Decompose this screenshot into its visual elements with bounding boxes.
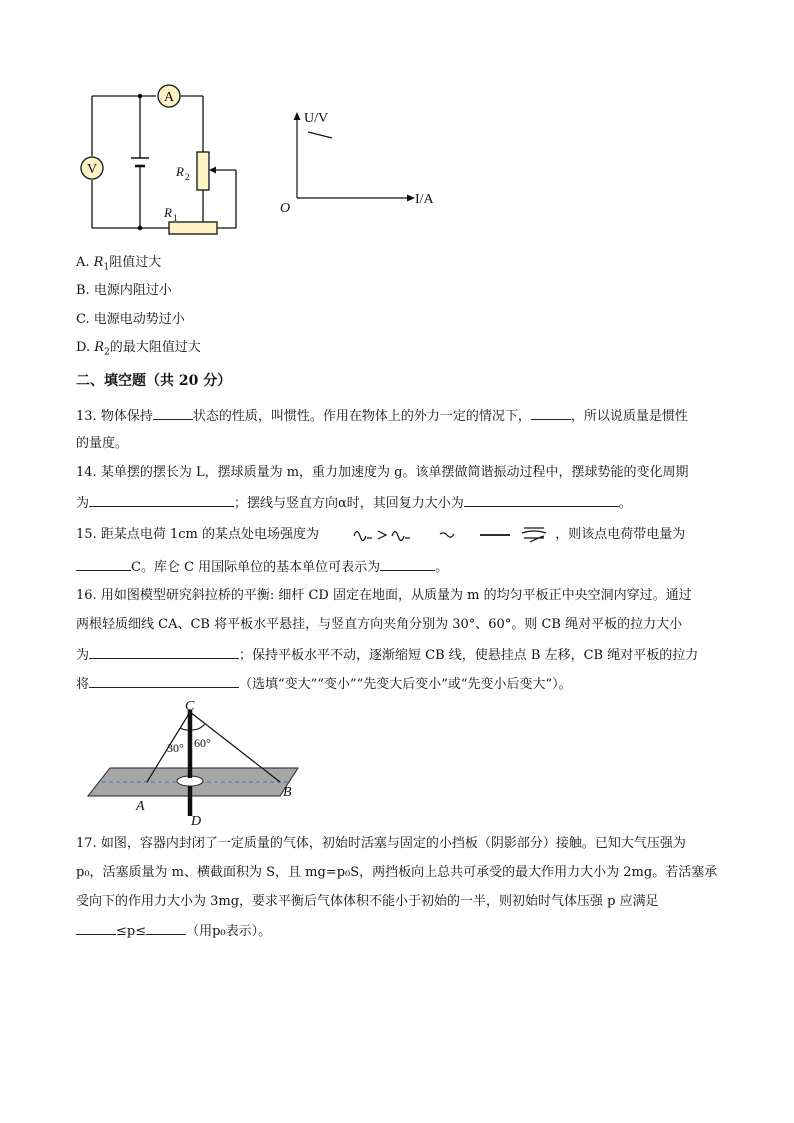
question-13-line2: 的量度。 [76,436,129,451]
y-axis-label: U/V [304,111,329,126]
r2-label: R [176,164,184,179]
question-17-line1: 17. 如图，容器内封闭了一定质量的气体，初始时活塞与固定的小挡板（阴影部分）接触。已知大气压强为 [76,836,686,851]
y-axis-arrow-icon [294,112,301,120]
x-axis-arrow-icon [407,195,415,202]
r2-resistor [197,152,209,190]
q17-blank-1[interactable] [76,922,116,935]
question-16-line4: 将 （选填“变大”“变小”“先变大后变小”或“先变小后变大”）。 [76,677,572,692]
circuit-diagram [76,80,251,240]
question-17-line4: ≤p≤ （用p₀表示）。 [76,922,271,940]
angle-60-label: 60° [194,736,211,750]
q13-blank-1[interactable] [153,407,193,420]
question-17-line2: p₀，活塞质量为 m、横截面积为 S，且 mg=p₀S，两挡板向上总共可承受的最大作用力大小为 2mg。若活塞承 [76,865,718,880]
option-c: C. 电源电动势过小 [76,312,185,327]
question-13-line1: 13. 物体保持 状态的性质，叫惯性。作用在物体上的外力一定的情况下， ，所以说质量是惯性 [76,409,688,424]
field-strength-formula [352,520,572,546]
label-b: B [283,785,292,800]
q15-blank-1[interactable] [76,558,131,571]
r2-sub: 2 [185,172,190,182]
q14-blank-1[interactable] [89,494,234,507]
origin-label: O [280,201,291,216]
r1-resistor [169,222,217,234]
r1-label: R [164,205,172,220]
question-14-line1: 14. 某单摆的摆长为 L，摆球质量为 m，重力加速度为 g。该单摆做简谐振动过程中，摆球势能的变化周期 [76,465,689,480]
x-axis-label: I/A [415,192,434,207]
voltmeter-label: V [86,162,98,177]
q16-blank-1[interactable] [89,646,239,659]
q15-blank-2[interactable] [380,558,435,571]
question-16-line2: 两根轻质细线 CA、CB 将平板水平悬挂，与竖直方向夹角分别为 30°、60°。则 CB 绳对平板的拉力大小 [76,617,683,632]
question-16-line3: 为 ；保持平板水平不动，逐渐缩短 CB 线，使悬挂点 B 左移，CB 绳对平板的拉力 [76,648,699,663]
option-d: D. $R_2$的最大阻值过大 [76,340,201,358]
angle-30-label: 30° [167,741,184,755]
slider-arrow-icon [209,167,216,174]
q16-blank-2[interactable] [89,675,239,688]
ui-graph [275,100,450,220]
q13-blank-2[interactable] [531,407,571,420]
label-d: D [191,814,202,828]
q17-blank-2[interactable] [146,922,186,935]
question-14-line2: 为 ；摆线与竖直方向α时，其回复力大小为 。 [76,496,632,511]
section-heading: 二、填空题（共 20 分） [76,373,232,389]
ammeter-label: A [163,90,175,105]
question-16-line1: 16. 用如图模型研究斜拉桥的平衡: 细杆 CD 固定在地面，从质量为 m 的均匀平板正中央空洞内穿过。通过 [76,588,692,603]
label-c: C [185,699,195,714]
label-a: A [136,799,145,814]
option-b: B. 电源内阻过小 [76,283,172,298]
r1-sub: 1 [173,213,178,223]
q14-blank-2[interactable] [464,494,619,507]
question-15-line2: C。库仑 C 用国际单位的基本单位可表示为 。 [76,558,448,576]
ui-data-line [308,132,332,138]
question-15-line1: 15. 距某点电荷 1cm 的某点处电场强度为 ，则该点电荷带电量为 [76,527,686,542]
option-a: A. $R_1$阻值过大 [76,255,162,273]
question-17-line3: 受向下的作用力大小为 3mg，要求平衡后气体体积不能小于初始的一半，则初始时气体压强 p 应满足 [76,894,659,909]
bridge-figure [80,698,320,828]
